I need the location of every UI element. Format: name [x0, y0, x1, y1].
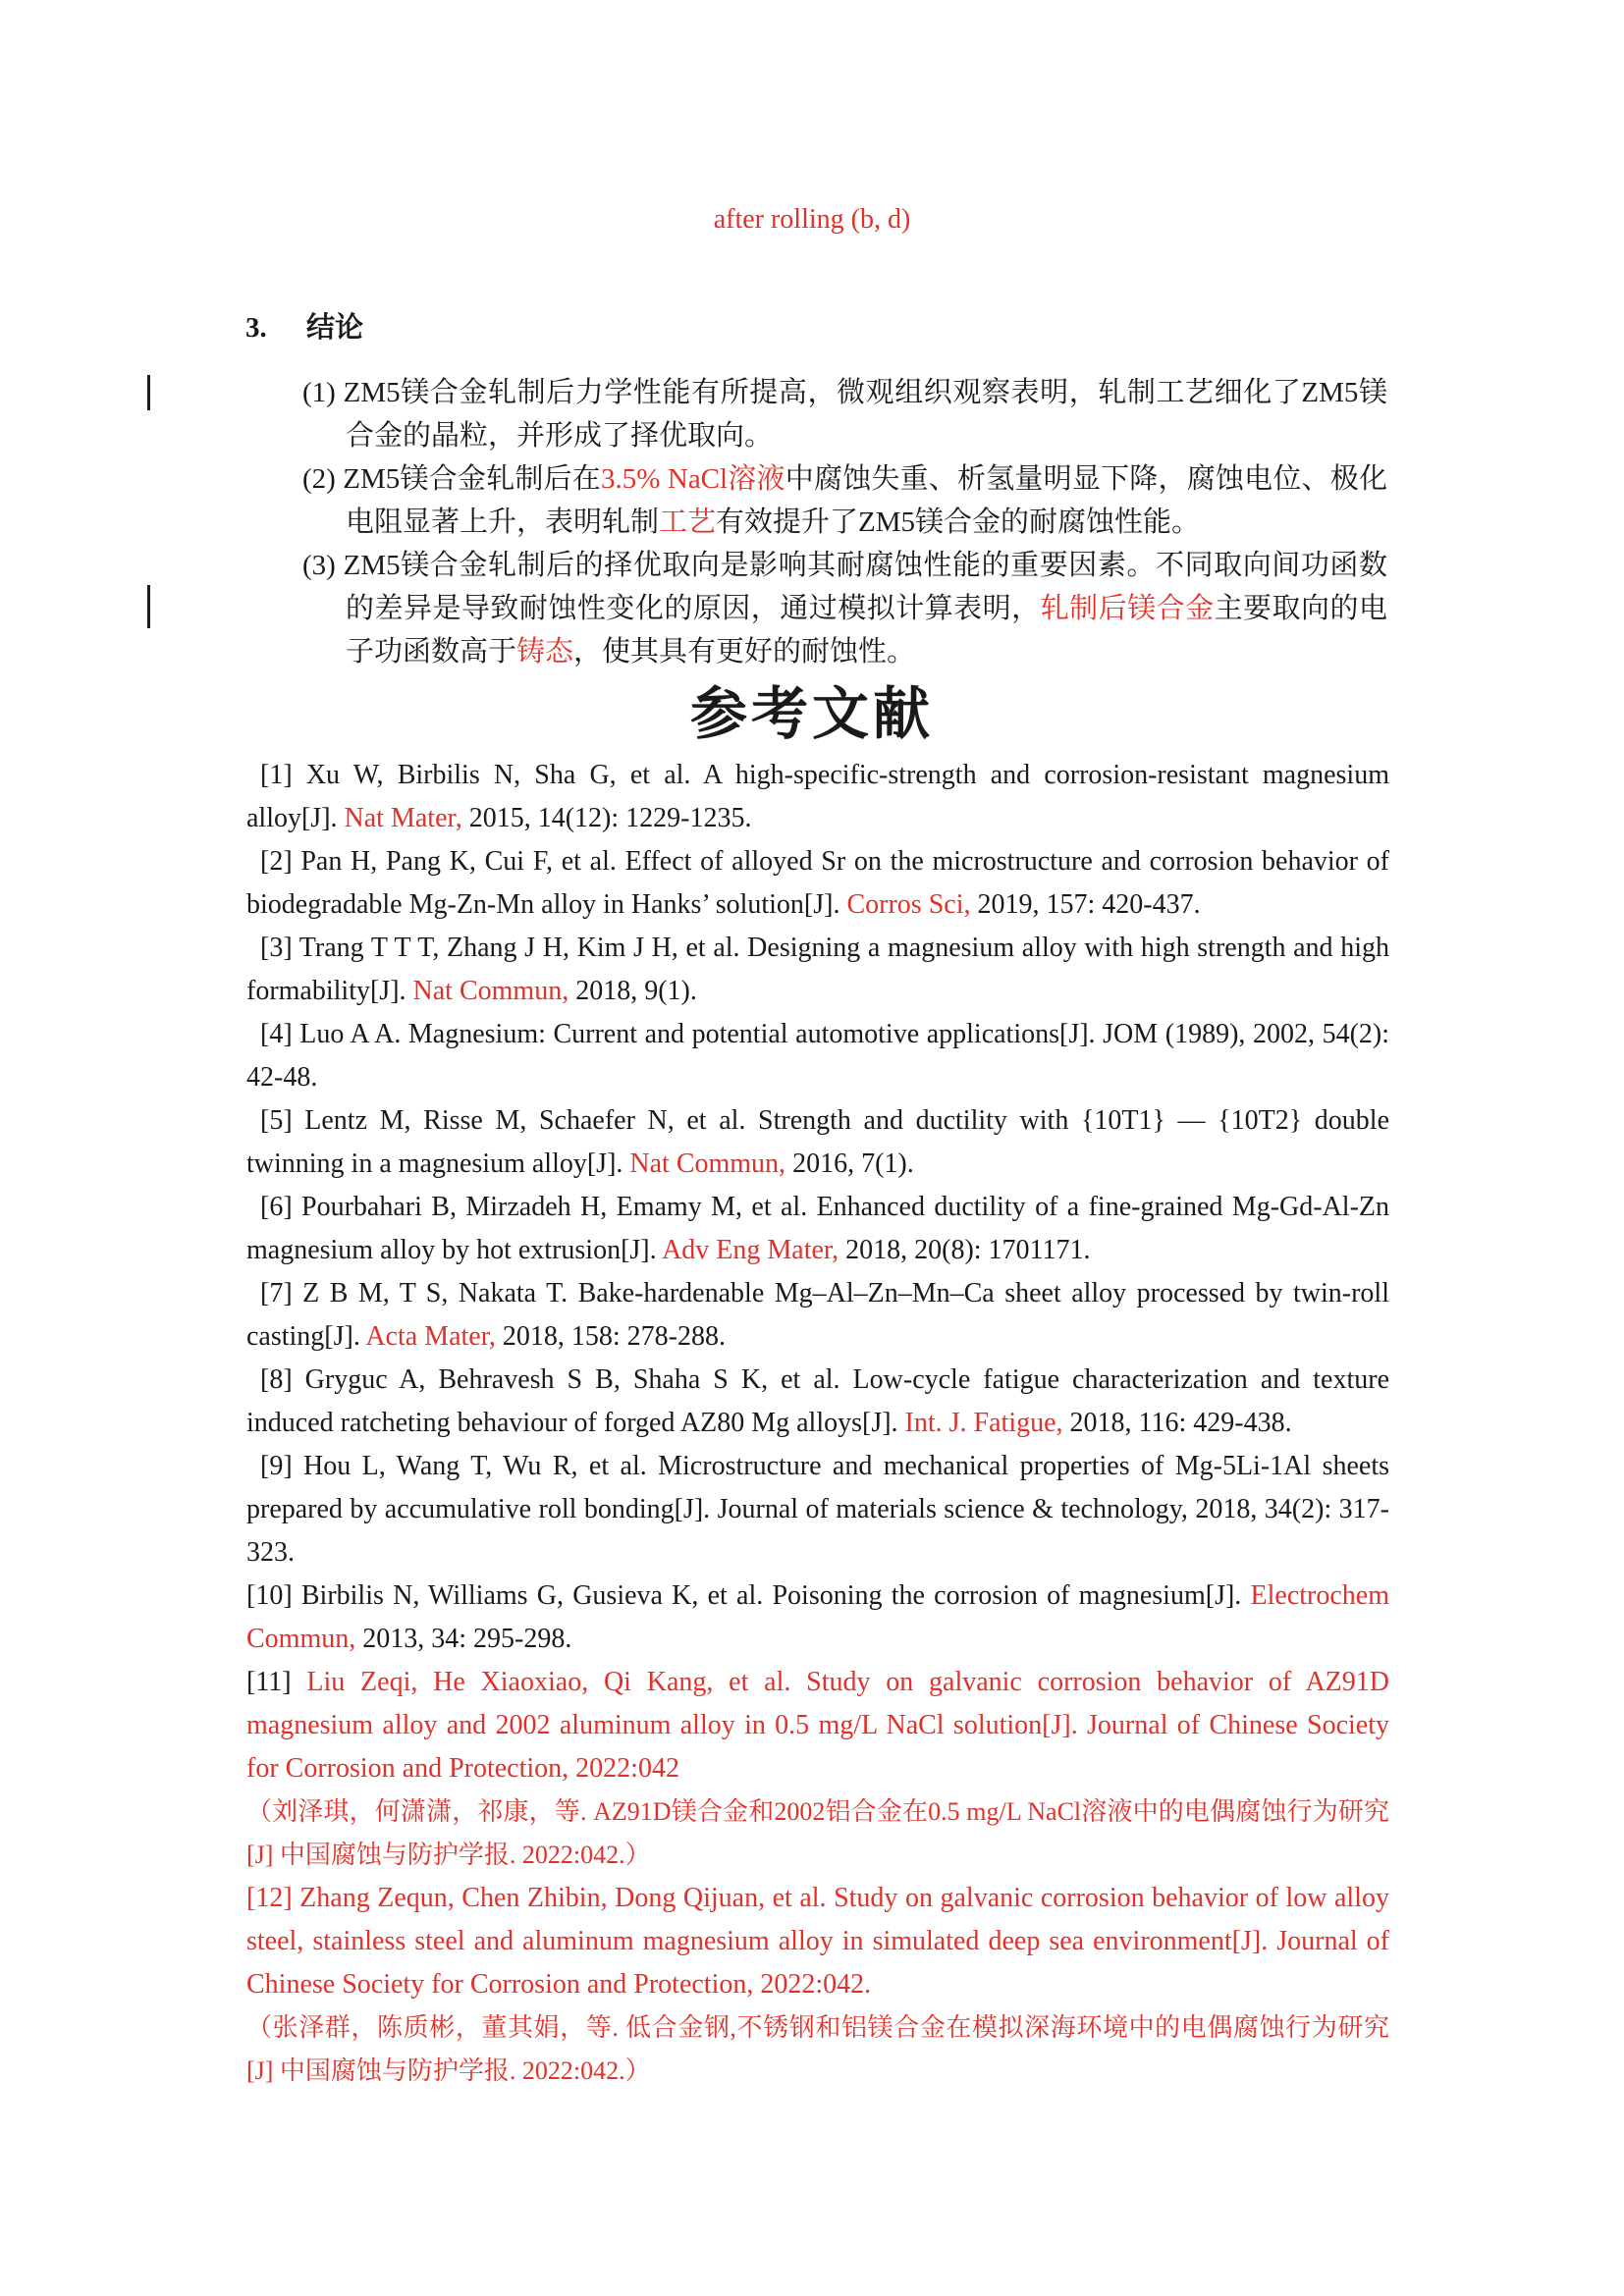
text-span: [1] Xu W, Birbilis N, Sha G, et al. A high-specific-strength and corrosion-resistant magnesium alloy[J]. [246, 760, 1389, 833]
text-span: 2019, 157: 420-437. [970, 889, 1201, 920]
reference-item [246, 927, 1389, 1013]
highlighted-text: 铸态 [516, 636, 574, 667]
text-span: 2015, 14(12): 1229-1235. [461, 803, 752, 833]
highlighted-text: Acta Mater, [365, 1321, 496, 1352]
text-span: ZM5镁合金轧制后力学性能有所提高，微观组织观察表明，轧制工艺细化了ZM5镁合金的晶粒，并形成了择优取向。 [335, 377, 1387, 452]
conclusion-item [302, 457, 1387, 544]
highlighted-text: Int. J. Fatigue, [904, 1408, 1063, 1438]
text-span: 2018, 158: 278-288. [495, 1321, 727, 1352]
section-title: 结论 [306, 312, 364, 344]
text-span: 2016, 7(1). [785, 1148, 914, 1179]
text-span: [8] Gryguc A, Behravesh S B, Shaha S K, et al. Low-cycle fatigue characterization and texture induced ratcheting behaviour of forged AZ80 Mg alloys[J]. [246, 1364, 1389, 1438]
highlighted-text: Adv Eng Mater, [662, 1235, 839, 1265]
text-span: 有效提升了ZM5镁合金的耐腐蚀性能。 [716, 507, 1201, 538]
text-span: [9] Hou L, Wang T, Wu R, et al. Microstructure and mechanical properties of Mg-5Li-1Al sheets prepared by accumulative roll bonding[J]. Journal of materials science & technology, 2018, 34(2): 317-323. [246, 1451, 1389, 1568]
reference-item [246, 754, 1389, 840]
text-span: [2] Pan H, Pang K, Cui F, et al. Effect of alloyed Sr on the microstructure and corrosion behavior of biodegradable Mg-Zn-Mn alloy in Hanks’ solution[J]. [246, 846, 1389, 920]
reference-item [246, 840, 1389, 927]
text-span: ZM5镁合金轧制后的择优取向是影响其耐腐蚀性能的重要因素。不同取向间功函数的差异是导致耐蚀性变化的原因，通过模拟计算表明， [335, 550, 1387, 624]
text-span: ，使其具有更好的耐蚀性。 [573, 636, 916, 667]
conclusion-item [302, 544, 1387, 673]
references-title: 参考文献 [689, 682, 934, 746]
highlighted-text: Nat Mater, [344, 803, 462, 833]
reference-item [246, 1575, 1389, 1661]
text-span: [4] Luo A A. Magnesium: Current and potential automotive applications[J]. JOM (1989), 2002, 54(2): 42-48. [246, 1019, 1389, 1093]
reference-item [246, 1877, 1389, 2006]
highlighted-text: 轧制后镁合金 [1040, 593, 1215, 624]
text-span: [3] Trang T T T, Zhang J H, Kim J H, et al. Designing a magnesium alloy with high strength and high formability[J]. [246, 933, 1389, 1006]
highlighted-text: Electrochem Commun, [246, 1580, 1389, 1654]
conclusion-label: (1) [302, 377, 336, 408]
text-span: 2018, 116: 429-438. [1062, 1408, 1292, 1438]
conclusion-label: (3) [302, 550, 336, 581]
section-number: 3. [245, 312, 267, 344]
conclusion-list [302, 371, 1387, 673]
conclusion-label: (2) [302, 463, 336, 495]
reference-item [246, 1445, 1389, 1575]
text-span: 主要取向的电子功函数高于 [346, 593, 1387, 667]
text-span: 2018, 20(8): 1701171. [839, 1235, 1091, 1265]
highlighted-text: 3.5% NaCl溶液 [601, 463, 785, 495]
text-span: ZM5镁合金轧制后在 [335, 463, 601, 495]
figure-caption: after rolling (b, d) [713, 204, 911, 235]
revision-change-bar [147, 585, 150, 628]
reference-translation [246, 1790, 1389, 1877]
highlighted-text: （张泽群，陈质彬，董其娟，等. 低合金钢,不锈钢和铝镁合金在模拟深海环境中的电偶腐蚀行为研究[J] 中国腐蚀与防护学报. 2022:042.） [246, 2013, 1389, 2085]
highlighted-text: （刘泽琪，何潇潇，祁康，等. AZ91D镁合金和2002铝合金在0.5 mg/L NaCl溶液中的电偶腐蚀行为研究[J] 中国腐蚀与防护学报. 2022:042.） [246, 1797, 1389, 1869]
reference-item [246, 1272, 1389, 1359]
revision-change-bar [147, 375, 150, 410]
text-span: 2013, 34: 295-298. [355, 1624, 572, 1654]
highlighted-text: 工艺 [659, 507, 717, 538]
text-span: [11] [246, 1667, 307, 1697]
reference-item [246, 1661, 1389, 1790]
text-span: [6] Pourbahari B, Mirzadeh H, Emamy M, et al. Enhanced ductility of a fine-grained Mg-Gd-Al-Zn magnesium alloy by hot extrusion[J]. [246, 1192, 1389, 1265]
reference-item [246, 1186, 1389, 1272]
text-span: [10] Birbilis N, Williams G, Gusieva K, et al. Poisoning the corrosion of magnesium[J]. [246, 1580, 1251, 1611]
highlighted-text: Nat Commun, [629, 1148, 786, 1179]
reference-item [246, 1013, 1389, 1099]
highlighted-text: Liu Zeqi, He Xiaoxiao, Qi Kang, et al. Study on galvanic corrosion behavior of AZ91D magnesium alloy and 2002 aluminum alloy in 0.5 mg/L NaCl solution[J]. Journal of Chinese Society for Corrosion and Protection, 2022:042 [246, 1667, 1389, 1784]
reference-item [246, 1099, 1389, 1186]
reference-item [246, 1359, 1389, 1445]
text-span: 2018, 9(1). [568, 976, 697, 1006]
section-heading [245, 308, 363, 347]
text-span: 中腐蚀失重、析氢量明显下降，腐蚀电位、极化电阻显著上升，表明轧制 [346, 463, 1387, 538]
conclusion-item [302, 371, 1387, 457]
text-span: [5] Lentz M, Risse M, Schaefer N, et al. Strength and ductility with {10T1} — {10T2} double twinning in a magnesium alloy[J]. [246, 1105, 1389, 1179]
highlighted-text: Nat Commun, [412, 976, 569, 1006]
reference-translation [246, 2006, 1389, 2093]
text-span: [7] Z B M, T S, Nakata T. Bake-hardenable Mg–Al–Zn–Mn–Ca sheet alloy processed by twin-roll casting[J]. [246, 1278, 1389, 1352]
reference-list [246, 754, 1389, 2093]
highlighted-text: Corros Sci, [846, 889, 971, 920]
highlighted-text: [12] Zhang Zequn, Chen Zhibin, Dong Qijuan, et al. Study on galvanic corrosion behavior of low alloy steel, stainless steel and aluminum magnesium alloy in simulated deep sea environment[J]. Journal of Chinese Society for Corrosion and Protection, 2022:042. [246, 1883, 1389, 2000]
